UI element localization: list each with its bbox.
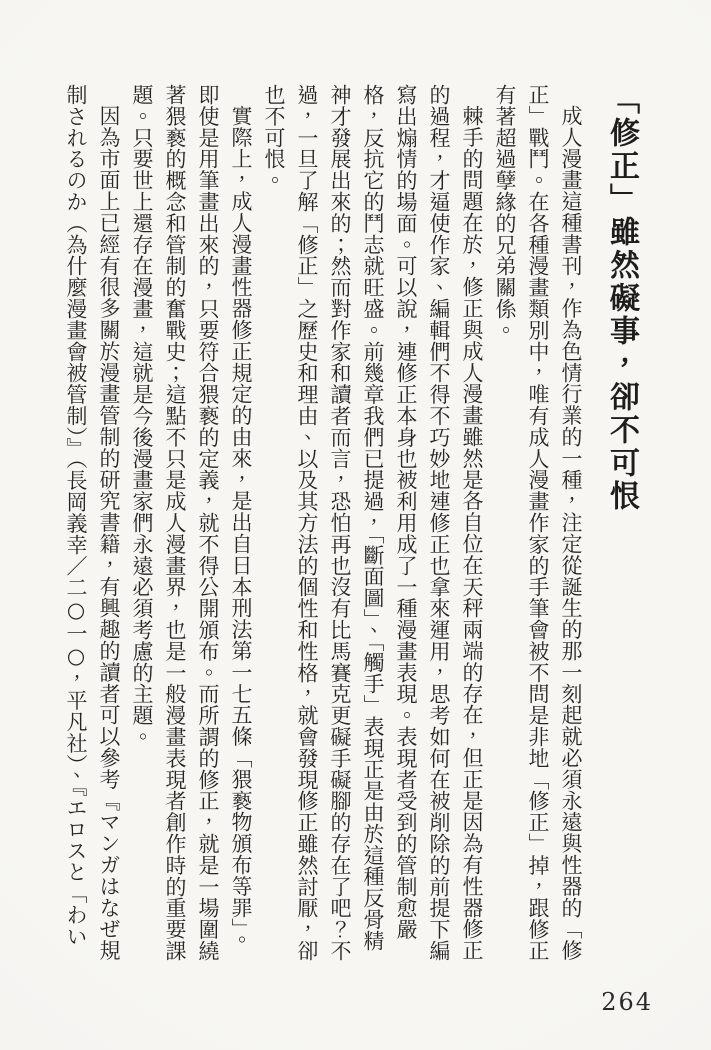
body-paragraph: 因為市面上已經有很多關於漫畫管制的研究書籍，有興趣的讀者可以參考『マンガはなぜ規制されるのか（為什麼漫畫會被管制）』（長岡義幸／二○一○，平凡社）、『エロスと「わい (64, 84, 121, 961)
page-title: 「修正」雖然礙事，卻不可恨 (604, 84, 639, 513)
body-paragraph: 實際上，成人漫畫性器修正規定的由來，是出自日本刑法第一七五條「猥褻物頒布等罪」。即使是用筆畫出來的，只要符合猥褻的定義，就不得公開頒布。而所謂的修正，就是一場圍繞著猥褻的概念和管制的奮戰史；這點不只是成人漫畫界，也是一般漫畫表現者創作時的重要課題。只要世上還存在漫畫，這就是今後漫畫家們永遠必須考慮的主題。 (130, 84, 253, 962)
body-paragraph: 成人漫畫這種書刊，作為色情行業的一種，注定從誕生的那一刻起就必須永遠與性器的「修正」戰鬥。在各種漫畫類別中，唯有成人漫畫作家的手筆會被不問是非地「修正」掉，跟修正有著超過孽緣的兄弟關係。 (493, 84, 583, 962)
page-content (59, 84, 639, 964)
page-number: 264 (601, 988, 653, 1016)
body-paragraph: 棘手的問題在於，修正與成人漫畫雖然是各自位在天秤兩端的存在，但正是因為有性器修正的過程，才逼使作家、編輯們不得不巧妙地連修正也拿來運用，思考如何在被削除的前提下編寫出煽情的場面。可以說，連修正本身也被利用成了一種漫畫表現。表現者受到的管制愈嚴格，反抗它的鬥志就旺盛。前幾章我們已提過，「斷面圖」、「觸手」表現正是由於這種反骨精神才發展出來的；然而對作家和讀者而言，恐怕再也沒有比馬賽克更礙手礙腳的存在了吧？不過，一旦了解「修正」之歷史和理由、以及其方法的個性和性格，就會發現修正雖然討厭，卻也不可恨。 (262, 84, 484, 962)
